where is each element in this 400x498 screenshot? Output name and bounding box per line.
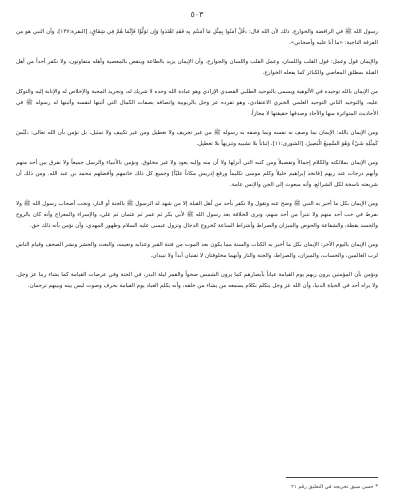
paragraph: والإيمان قول وعمل: قول القلب واللسان، وعمل القلب واللسان والجوارح. وأن الإيمان يزيد بالطاعة وينقص بالمعصية وأهله متفاوتون، ولا نكفر أحداً من أهل القبلة بمطلق المعاصي والكبائر كما يفعله الخوارج. — [16, 59, 378, 76]
paragraph: ومن الإيمان بالله: الإيمان بما وصف به نفسه وبما وصفه به رسوله ﷺ من غير تحريف ولا تعطيل ومن غير تكييف ولا تمثيل، بل نؤمن بأن الله تعالى: ﴿لَيْسَ كَمِثْلِهِ شَيْءٌ وَهُوَ السَّمِيعُ الْبَصِيرُ﴾ [الشورى:١١]، إثباتاً بلا تشبيه وتنزيهاً بلا تعطيل. — [16, 129, 378, 147]
paragraph: رسول الله ﷺ في الرافضة والخوارج. ذلك لأن الله قال: ﴿قُلْ آمَنُوا بِمِثْلِ مَا آمَنتُم بِهِ فَقَدِ اهْتَدَوا وَإِن تَوَلَّوْا فَإِنَّمَا هُمْ فِي شِقَاقٍ﴾ [البقرة:١٣٧]، وأن النبي هو من الفرقة الناجية: «ما أنا عليه وأصحابي». — [16, 29, 378, 46]
footnote: * حسن سبق تخريجه في التعليق رقم ٢١ — [291, 484, 378, 490]
paragraph: ونؤمن بأن المؤمنين يرون ربهم يوم القيامة عياناً بأبصارهم كما يرون الشمس صحواً والقمر ليلة البدر، في الجنة وفي عرصات القيامة كما يشاء ربنا عز وجل، ولا يراه أحد في الحياة الدنيا، وأن الله عز وجل يتكلم بكلام يسمعه من يشاء من خلقه، وأنه يكلم العباد يوم القيامة بحرف وصوت ليس بينه وبينهم ترجمان. — [16, 271, 378, 289]
paragraph: من الإيمان بالله توحيده في الألوهية ويسمى بالتوحيد الطلبي القصدي الإرادي وهو عبادة الله وحده لا شريك له، وتجريد المحبة والإخلاص له والإنابة إليه والتوكل عليه، والتوحيد الثاني التوحيد العلمي الخبري الاعتقادي، وهو تفرده عز وجل بالربوبية واتصافه بصفات الكمال التي أثبتها لنفسه وأثبتها له رسوله ﷺ في الأحاديث المتواترة منها والآحاد وصدقها حقيقتها لا مجازاً. — [16, 89, 378, 117]
paragraph: ومن الإيمان باليوم الآخر: الإيمان بكل ما أخبر به الكتاب والسنة مما يكون بعد الموت من فتنة القبر وعذابه ونعيمه، والبعث والحشر ونشر الصحف وقيام الناس لرب العالمين، والحساب، والميزان، والصراط، والجنة والنار وأنهما مخلوقتان لا تفنيان أبداً ولا تبيدان. — [16, 241, 378, 259]
paragraph: ومن الإيمان بكل ما أخبر به النبي ﷺ وصح عنه وتقول ولا نكفر بأحد من أهل القبلة إلا من شهد له الرسول ﷺ بالجنة أو النار، ونحب أصحاب رسول الله ﷺ ولا نفرط في حب أحد منهم ولا نتبرأ من أحد منهم، ونرى الخلافة بعد رسول الله ﷺ لأبي بكر ثم عمر ثم عثمان ثم علي، والإسراء والمعراج وأنه كان بالروح والجسد يقظة، والشفاعة والحوض والميزان والصراط وأشراط الساعة كخروج الدجال ونزول عيسى عليه السلام وظهور المهدي، وأن نؤمن بأنه ذلك حق. — [16, 200, 378, 229]
page-number: ٥٠٣ — [190, 10, 204, 19]
body-text — [16, 27, 378, 292]
footnote-divider — [286, 477, 378, 478]
paragraph: ومن الإيمان بملائكته والكلام إجمالاً وتفصيلاً ومن كتبه التي أنزلها ولا أن منه وإليه يعود ولا غير مخلوق. ونؤمن بالأنبياء والرسل جميعاً ولا نفرق بين أحد منهم وأنهم درجات عند ربهم [فاتخذ إبراهيم خليلاً وكلم موسى تكليماً ورفع إدريس مكاناً عليّاً] وجميع كل ذلك خاتمهم وأفضلهم محمد بن عبد الله. ومن ذلك أن شريعته ناسخة لكل الشرائع، وأنه مبعوث إلى الجن والإنس عامة. — [16, 159, 378, 188]
